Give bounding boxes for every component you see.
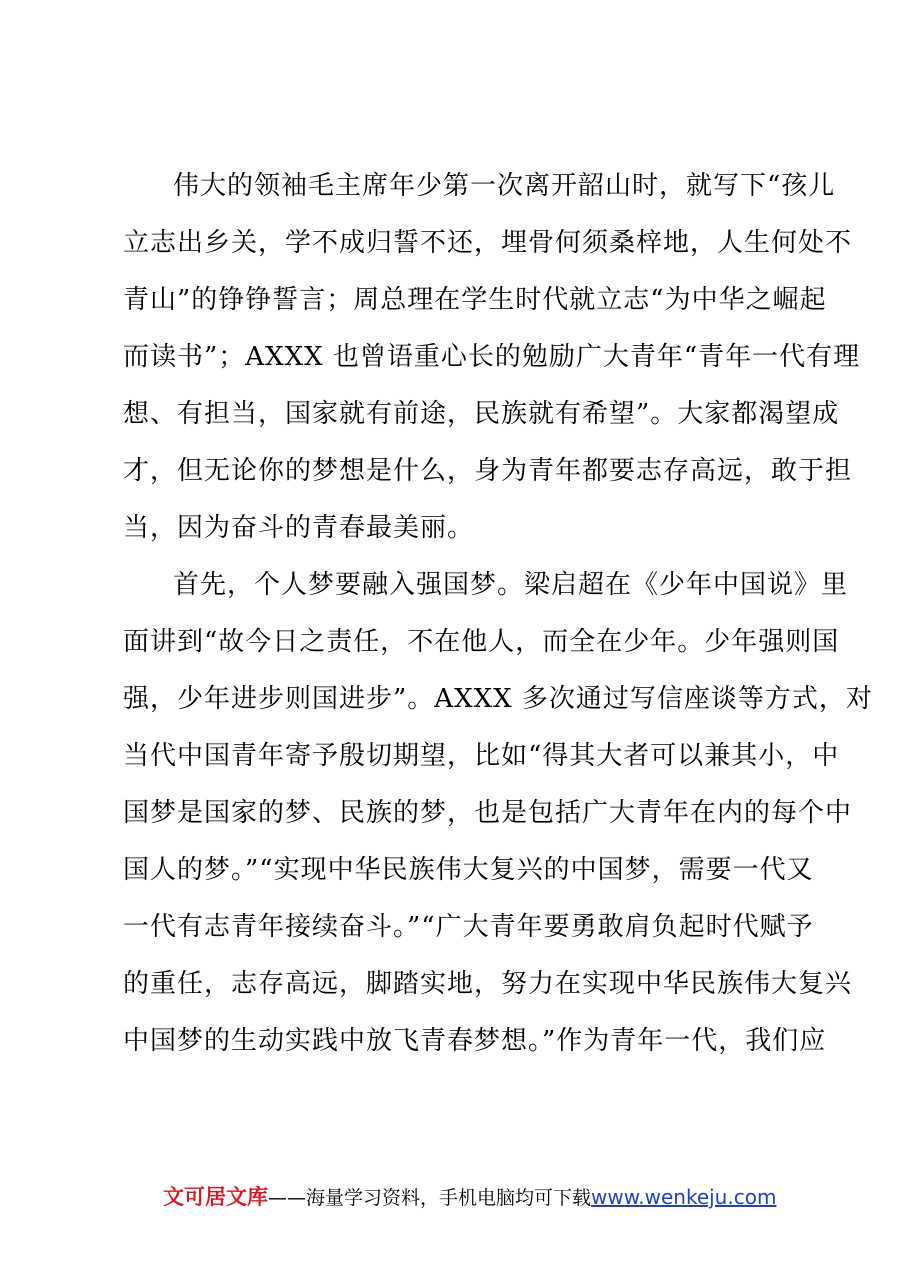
footer-tagline: ——海量学习资料，手机电脑均可下载 [268, 1187, 592, 1209]
paragraph-2-line-7: 一代有志青年接续奋斗。”“广大青年要勇敢肩负起时代赋予 [123, 912, 814, 942]
paragraph-1-line-2: 立志出乡关，学不成归誓不还，埋骨何须桑梓地，人生何处不 [123, 228, 853, 258]
paragraph-2-line-6: 国人的梦。”“实现中华民族伟大复兴的中国梦，需要一代又 [123, 855, 814, 885]
paragraph-1-line-3: 青山”的铮铮誓言；周总理在学生时代就立志“为中华之崛起 [123, 285, 827, 315]
paragraph-2-line-4: 当代中国青年寄予殷切期望，比如“得其大者可以兼其小，中 [123, 741, 840, 771]
paragraph-1-line-6: 才，但无论你的梦想是什么，身为青年都要志存高远，敢于担 [123, 456, 853, 486]
paragraph-2-line-3: 强，少年进步则国进步”。AXXX 多次通过写信座谈等方式，对 [123, 684, 873, 714]
footer-brand: 文可居文库 [163, 1185, 268, 1209]
paragraph-2-line-2: 面讲到“故今日之责任，不在他人，而全在少年。少年强则国 [123, 627, 840, 657]
paragraph-2-line-1: 首先，个人梦要融入强国梦。梁启超在《少年中国说》里 [173, 570, 849, 600]
paragraph-2-line-8: 的重任，志存高远，脚踏实地，努力在实现中华民族伟大复兴 [123, 969, 853, 999]
paragraph-1-line-7: 当，因为奋斗的青春最美丽。 [123, 513, 475, 543]
paragraph-2-line-9: 中国梦的生动实践中放飞青春梦想。”作为青年一代，我们应 [123, 1026, 827, 1056]
paragraph-1-line-4: 而读书”；AXXX 也曾语重心长的勉励广大青年“青年一代有理 [123, 342, 861, 372]
footer-link[interactable]: www.wenkeju.com [591, 1185, 777, 1209]
paragraph-1-line-5: 想、有担当，国家就有前途，民族就有希望”。大家都渴望成 [123, 399, 840, 429]
paragraph-1-line-1: 伟大的领袖毛主席年少第一次离开韶山时，就写下“孩儿 [173, 171, 836, 201]
paragraph-2-line-5: 国梦是国家的梦、民族的梦，也是包括广大青年在内的每个中 [123, 798, 853, 828]
footer [163, 1182, 776, 1212]
